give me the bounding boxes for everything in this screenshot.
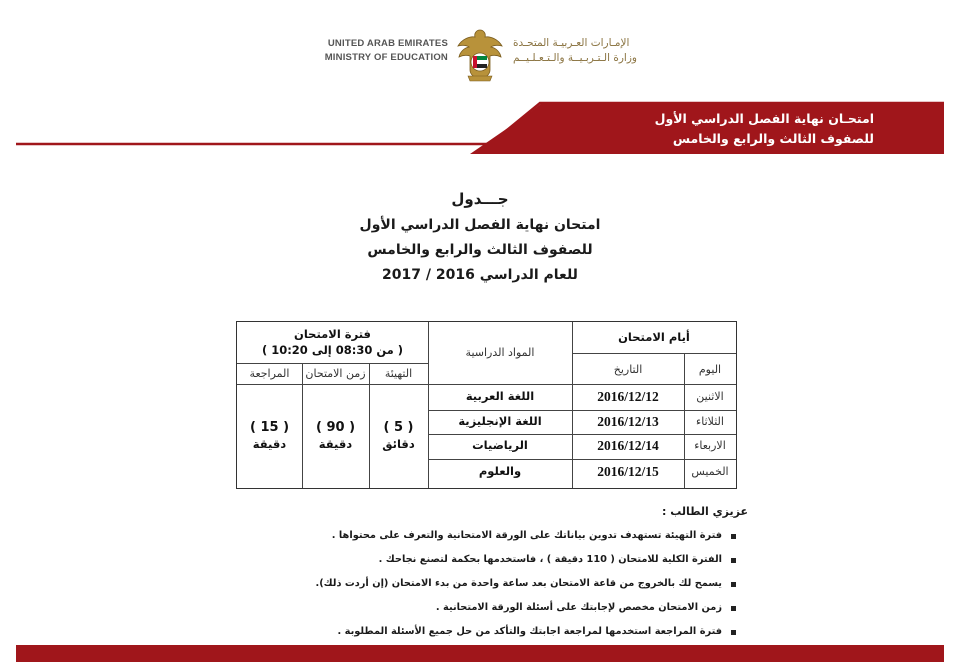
subject-math: الرياضيات — [472, 438, 528, 452]
date-column-header: التاريخ — [613, 363, 643, 376]
date-row-2: 2016/12/13 — [597, 414, 659, 429]
list-item — [176, 572, 736, 596]
schedule-heading: جـــدول — [451, 190, 509, 208]
note-text: يسمح لك بالخروج من قاعة الامتحان بعد ساعة واحدة من بدء الامتحان (إن أردت ذلك). — [315, 578, 722, 589]
student-notes-list — [176, 524, 736, 644]
footer-bar — [16, 645, 944, 662]
country-name-en: UNITED ARAB EMIRATES — [327, 38, 448, 49]
date-row-3: 2016/12/14 — [597, 438, 659, 453]
bullet-icon — [731, 534, 736, 539]
subjects-header: المواد الدراسية — [465, 346, 535, 359]
prep-duration-value: ( 5 ) — [383, 420, 414, 435]
review-duration-value: ( 15 ) — [249, 420, 290, 435]
date-row-4: 2016/12/15 — [597, 464, 659, 479]
note-text: الفترة الكلية للامتحان ( 110 دقيقة ) ، فاستخدمها بحكمة لتصنع نجاحك . — [378, 554, 722, 565]
banner-line-2: للصفوف الثالث والرابع والخامس — [672, 131, 874, 146]
subject-arabic: اللغة العربية — [465, 389, 535, 403]
ministry-name-english — [318, 37, 448, 65]
list-item — [176, 596, 736, 620]
grades-title: للصفوف الثالث والرابع والخامس — [367, 242, 593, 258]
list-item — [176, 548, 736, 572]
day-wednesday: الاربعاء — [694, 439, 726, 452]
prep-duration-unit: دقائق — [382, 437, 415, 451]
note-text: فترة التهيئة تستهدف تدوين بياناتك على الورقة الامتحانية والتعرف على محتواها . — [331, 530, 722, 541]
exam-days-header: أيام الامتحان — [618, 330, 690, 344]
exam-time-column-header: زمن الامتحان — [305, 367, 366, 380]
schedule-titles — [280, 190, 680, 292]
note-text: زمن الامتحان مخصص لإجابتك على أسئلة الورقة الامتحانية . — [435, 602, 722, 613]
list-item — [176, 524, 736, 548]
exam-title: امتحان نهاية الفصل الدراسي الأول — [359, 217, 601, 233]
prep-column-header: التهيئة — [384, 367, 413, 380]
ministry-name-ar: وزارة الـتـربـيــة والـتـعـلـيــم — [513, 52, 637, 64]
list-item — [176, 620, 736, 644]
bullet-icon — [731, 630, 736, 635]
country-name-ar: الإمـارات العـربيـة المتحـدة — [513, 37, 630, 49]
subject-science: والعلوم — [478, 464, 522, 478]
academic-year-title: للعام الدراسي 2016 / 2017 — [382, 267, 578, 283]
exam-schedule-table — [236, 321, 737, 489]
exam-period-time: ( من 08:30 إلى 10:20 ) — [261, 343, 404, 357]
notes-title: عزيزي الطالب : — [662, 505, 748, 518]
exam-period-header: فترة الامتحان — [294, 327, 371, 341]
day-column-header: اليوم — [698, 363, 722, 376]
review-duration-unit: دقيقة — [252, 437, 287, 451]
day-monday: الاثنين — [696, 390, 724, 403]
note-text: فترة المراجعة استخدمها لمراجعة اجابتك والتأكد من حل جميع الأسئلة المطلوبة . — [337, 626, 722, 637]
ministry-name-en: MINISTRY OF EDUCATION — [324, 52, 448, 63]
exam-duration-value: ( 90 ) — [315, 420, 356, 435]
bullet-icon — [731, 606, 736, 611]
bullet-icon — [731, 558, 736, 563]
review-column-header: المراجعة — [249, 367, 290, 380]
bullet-icon — [731, 582, 736, 587]
subject-english: اللغة الإنجليزية — [458, 414, 542, 428]
exam-duration-unit: دقيقة — [318, 437, 353, 451]
day-tuesday: الثلاثاء — [696, 415, 724, 428]
day-thursday: الخميس — [691, 465, 729, 478]
date-row-1: 2016/12/12 — [597, 389, 659, 404]
banner-text — [474, 109, 874, 149]
ministry-name-arabic — [513, 36, 643, 66]
uae-emblem-icon — [454, 26, 506, 84]
banner-line-1: امتحـان نهاية الفصل الدراسي الأول — [654, 111, 874, 126]
